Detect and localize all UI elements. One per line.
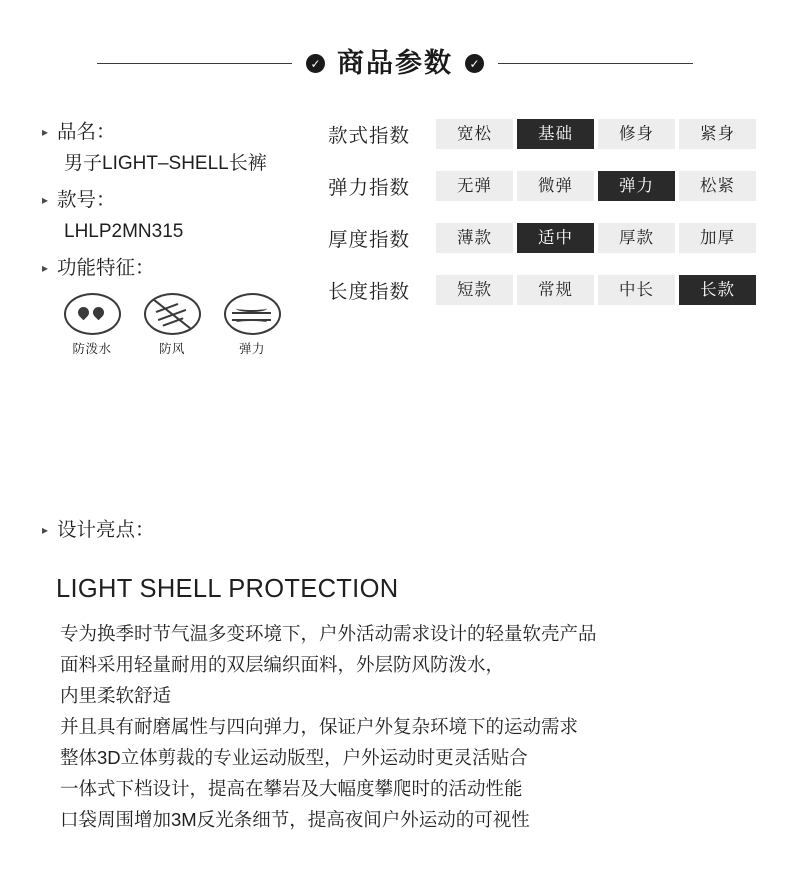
feature-water-repellent	[62, 293, 122, 357]
design-line: 并且具有耐磨属性与四向弹力，保证户外复杂环境下的运动需求	[60, 716, 579, 737]
index-option[interactable]: 宽松	[436, 119, 513, 149]
header-rule-right	[498, 63, 693, 64]
index-option[interactable]: 松紧	[679, 171, 756, 201]
check-circle-icon-left: ✓	[306, 54, 325, 73]
spec-label-name: 品名：	[57, 121, 116, 143]
index-options	[436, 275, 756, 305]
index-table	[328, 119, 756, 327]
spec-label-features: 功能特征：	[57, 257, 155, 279]
index-option[interactable]: 修身	[598, 119, 675, 149]
index-option[interactable]: 微弹	[517, 171, 594, 201]
header-title-group	[306, 50, 484, 77]
index-option[interactable]: 厚款	[598, 223, 675, 253]
spec-item-model	[42, 185, 322, 215]
index-row-length	[328, 275, 756, 305]
bullet-icon: ▸	[42, 523, 49, 537]
design-highlight-label: 设计亮点：	[57, 519, 155, 541]
index-option-selected[interactable]: 弹力	[598, 171, 675, 201]
design-highlight-header	[42, 515, 758, 545]
page-title: 商品参数	[337, 48, 453, 78]
design-line: 专为换季时节气温多变环境下，户外活动需求设计的轻量软壳产品	[60, 623, 597, 644]
index-options	[436, 119, 756, 149]
section-header	[0, 50, 790, 77]
design-line: 整体3D立体剪裁的专业运动版型，户外运动时更灵活贴合	[60, 747, 528, 768]
index-option[interactable]: 紧身	[679, 119, 756, 149]
design-headline: LIGHT SHELL PROTECTION	[56, 575, 399, 603]
windproof-icon	[144, 293, 201, 335]
water-repellent-icon	[64, 293, 121, 335]
bullet-icon: ▸	[42, 193, 49, 207]
index-row-style	[328, 119, 756, 149]
bullet-icon: ▸	[42, 261, 49, 275]
spec-item-features	[42, 253, 322, 283]
index-options	[436, 171, 756, 201]
check-circle-icon-right: ✓	[465, 54, 484, 73]
index-label: 弹力指数	[328, 177, 411, 199]
index-option-selected[interactable]: 适中	[517, 223, 594, 253]
index-option[interactable]: 中长	[598, 275, 675, 305]
design-highlights	[42, 515, 758, 835]
design-line: 口袋周围增加3M反光条细节，提高夜间户外运动的可视性	[60, 809, 530, 830]
index-row-elasticity	[328, 171, 756, 201]
index-option[interactable]: 短款	[436, 275, 513, 305]
spec-value-model: LHLP2MN315	[64, 221, 184, 242]
product-spec-page	[0, 50, 790, 884]
spec-value-name: 男子LIGHT–SHELL长裤	[64, 153, 267, 174]
feature-caption: 防泼水	[72, 342, 112, 356]
feature-caption: 弹力	[238, 342, 265, 356]
feature-caption: 防风	[158, 342, 185, 356]
index-label: 厚度指数	[328, 229, 411, 251]
header-rule-left	[97, 63, 292, 64]
design-line: 面料采用轻量耐用的双层编织面料，外层防风防泼水，	[60, 654, 505, 675]
stretch-icon	[224, 293, 281, 335]
index-option-selected[interactable]: 长款	[679, 275, 756, 305]
spec-left-column	[42, 117, 322, 357]
feature-icon-list	[62, 293, 322, 357]
bullet-icon: ▸	[42, 125, 49, 139]
index-option[interactable]: 加厚	[679, 223, 756, 253]
spec-label-model: 款号：	[57, 189, 116, 211]
index-options	[436, 223, 756, 253]
index-label: 长度指数	[328, 281, 411, 303]
design-line: 内里柔软舒适	[60, 685, 172, 706]
index-label: 款式指数	[328, 125, 411, 147]
index-row-thickness	[328, 223, 756, 253]
feature-stretch	[222, 293, 282, 357]
design-line: 一体式下档设计，提高在攀岩及大幅度攀爬时的活动性能	[60, 778, 523, 799]
index-option[interactable]: 薄款	[436, 223, 513, 253]
index-option[interactable]: 常规	[517, 275, 594, 305]
feature-windproof	[142, 293, 202, 357]
index-option-selected[interactable]: 基础	[517, 119, 594, 149]
index-option[interactable]: 无弹	[436, 171, 513, 201]
spec-item-name	[42, 117, 322, 147]
